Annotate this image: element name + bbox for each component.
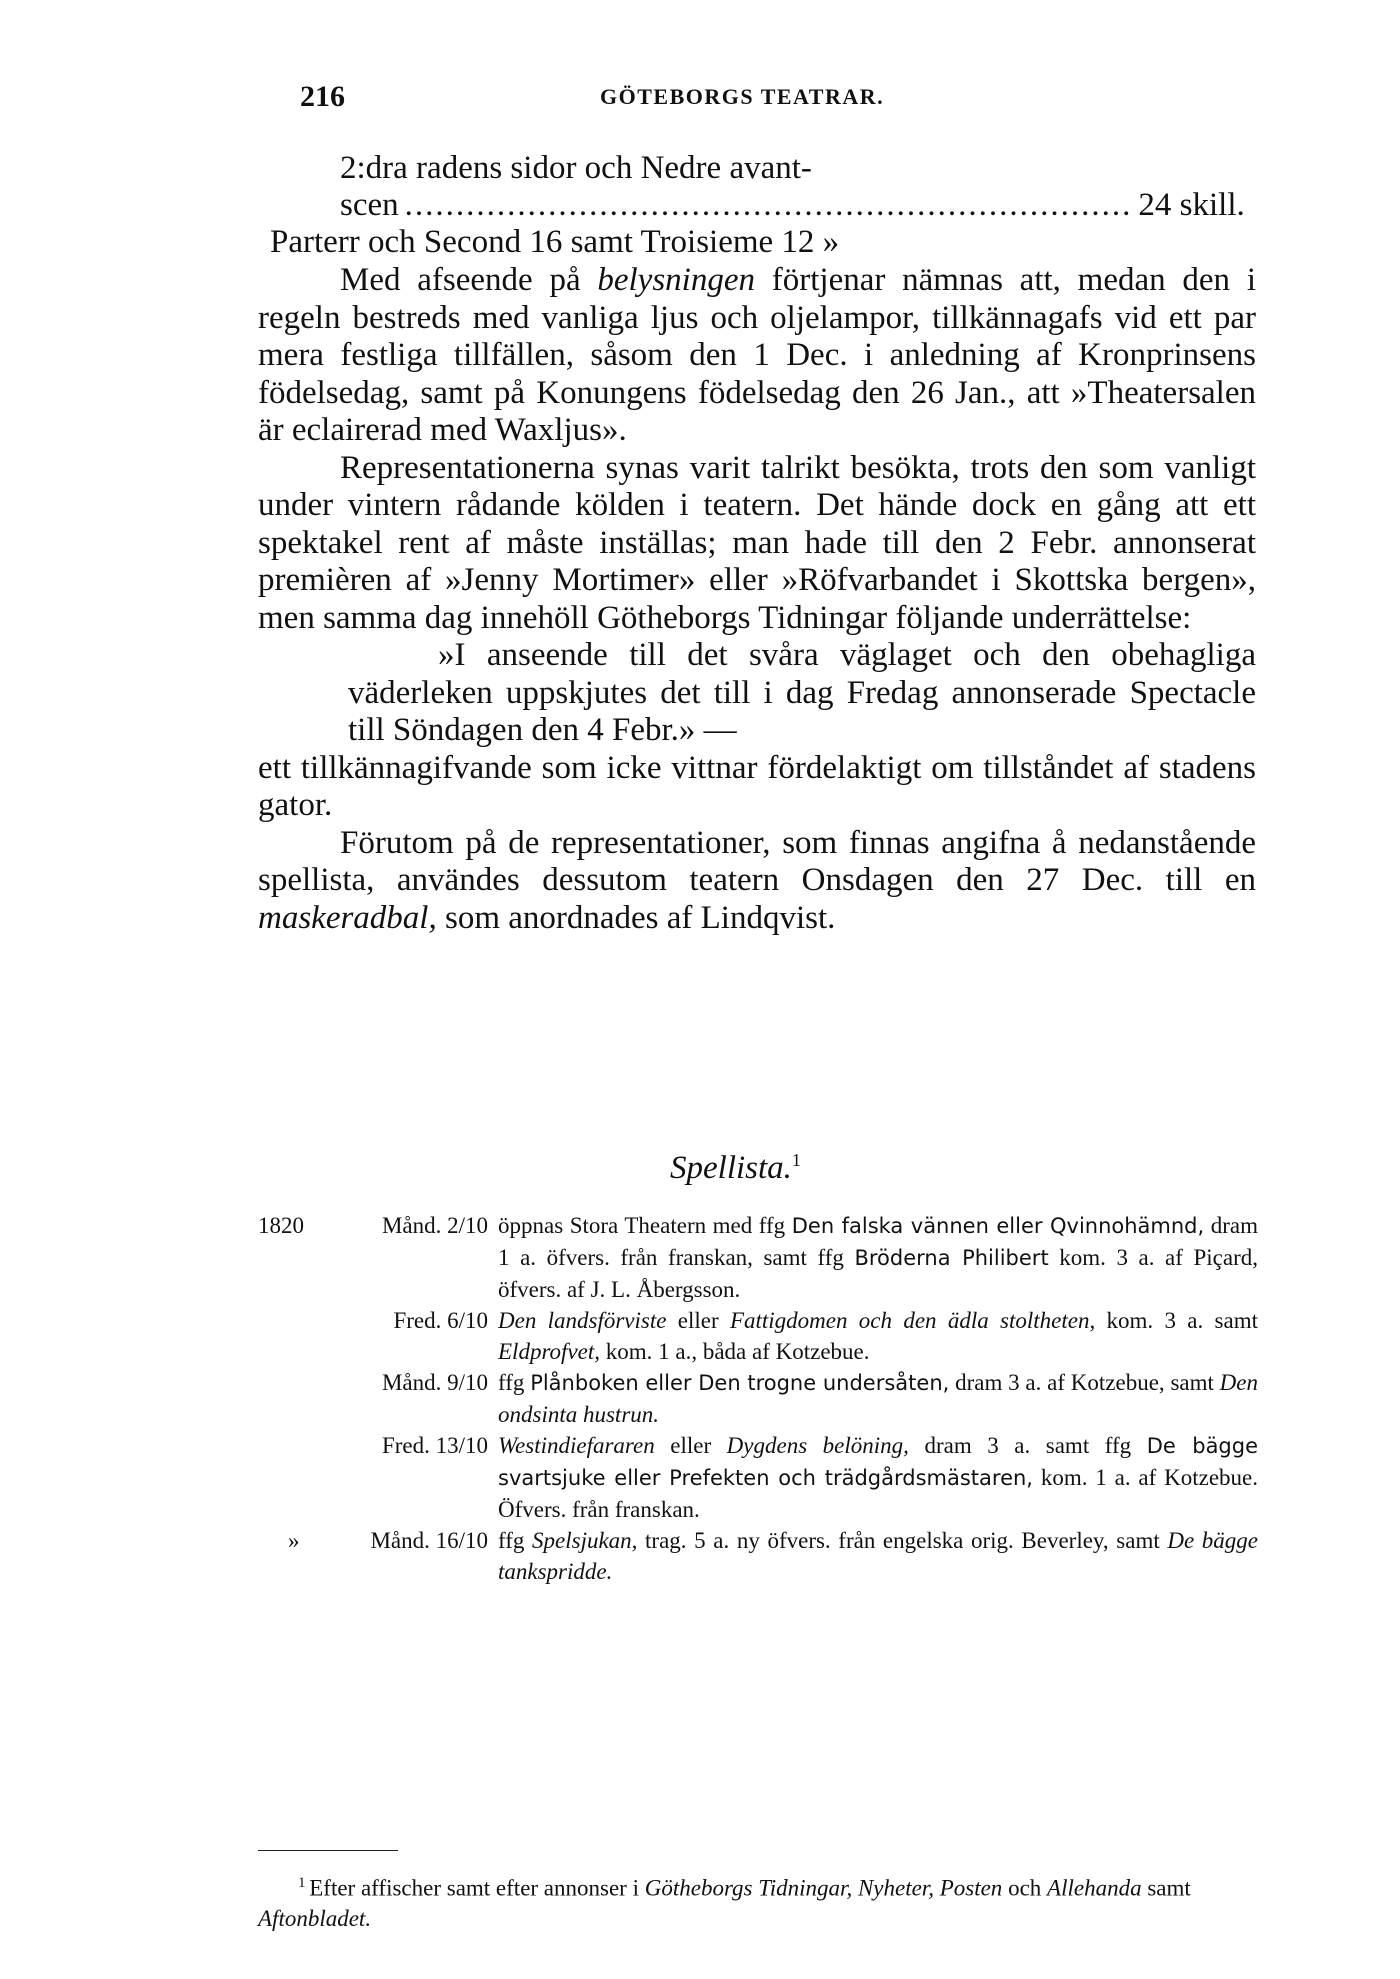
emphasis: belysningen <box>597 262 755 298</box>
entry-date-column <box>258 1367 498 1430</box>
text-span: samt <box>1141 1875 1191 1901</box>
premiere-title: Den falska vännen eller Qvinnohämnd, <box>791 1214 1205 1238</box>
price-line-2 <box>340 187 1245 224</box>
entry-description <box>498 1367 1258 1430</box>
price-value: 24 skill. <box>1138 187 1245 223</box>
text-span: eller <box>666 1308 730 1333</box>
play-entry <box>258 1367 1258 1430</box>
text-span: kom. 1 a. af Kotzebue. Öfvers. från franskan. <box>498 1465 1259 1522</box>
entry-date: Månd. 9/10 <box>381 1370 488 1395</box>
entry-date-column <box>258 1430 498 1525</box>
text-span: öppnas Stora Theatern med ffg <box>498 1213 792 1238</box>
emphasis: maskeradbal, <box>258 899 437 936</box>
entry-date: Månd. 16/10 <box>370 1528 488 1553</box>
text-span: Med afseende på <box>340 262 598 298</box>
text-span: förtjenar nämnas att, medan den i regeln bestreds med vanliga ljus och oljelampor, tillkännagafs vid ett par mera festliga tillfällen, såsom den 1 Dec. i anledning af Kronprinsens födelsedag, samt på Konungens födelsedag den 26 Jan., att »Theatersalen är eclairerad med Waxljus». <box>258 262 1256 448</box>
entry-description <box>498 1305 1258 1367</box>
italic-title: Den ondsinta hustrun. <box>498 1370 1258 1427</box>
italic-title: De bägge tankspridde. <box>498 1528 1258 1584</box>
paragraph-streets: ett tillkännagifvande som icke vittnar fördelaktigt om tillståndet af stadens gator. <box>258 749 1256 823</box>
entry-description <box>498 1210 1258 1305</box>
entry-description <box>498 1525 1258 1587</box>
italic-title: Götheborgs Tidningar, Nyheter, Posten <box>644 1875 1003 1901</box>
entry-date: Fred. 13/10 <box>381 1433 488 1458</box>
price-list <box>270 150 1245 261</box>
text-span: kom. 3 a. samt <box>1095 1308 1258 1333</box>
text-span: kom. 3 a. af Piçard, öfvers. af J. L. Åbergsson. <box>498 1245 1258 1302</box>
price-line-1: 2:dra radens sidor och Nedre avant- <box>340 150 812 186</box>
spellista-heading <box>670 1150 801 1187</box>
body-text <box>258 262 1256 937</box>
text-span: som anordnades af Lindqvist. <box>436 899 836 936</box>
premiere-title: De bägge svartsjuke eller Prefekten och trädgårdsmästaren, <box>498 1434 1259 1490</box>
italic-title: Allehanda <box>1047 1875 1142 1901</box>
price-line-3: Parterr och Second 16 samt Troisieme 12 » <box>270 224 840 260</box>
premiere-title: Bröderna Philibert <box>854 1246 1049 1270</box>
play-entry <box>258 1430 1258 1525</box>
text-span: ffg <box>498 1528 533 1553</box>
text-span: dram 1 a. öfvers. från franskan, samt ffg <box>498 1213 1259 1270</box>
italic-title: Dygdens belöning, <box>726 1433 909 1458</box>
footnote-rule <box>258 1850 398 1851</box>
italic-title: Eldprofvet, <box>498 1339 600 1364</box>
entry-date-column <box>258 1305 498 1367</box>
text-span: ffg <box>498 1370 531 1395</box>
entry-description <box>498 1430 1258 1525</box>
text-span: kom. 1 a., båda af Kotzebue. <box>599 1339 870 1364</box>
italic-title: Aftonbladet. <box>258 1905 372 1931</box>
text-span: dram 3 a. samt ffg <box>908 1433 1147 1458</box>
ditto-mark: » <box>288 1528 300 1553</box>
text-span: Förutom på de representationer, som finnas angifna å nedanstående spellista, användes dessutom teatern Onsdagen den 27 Dec. till en <box>258 824 1256 898</box>
premiere-title: Plånboken eller Den trogne undersåten, <box>530 1371 950 1395</box>
play-entry <box>258 1210 1258 1305</box>
paragraph-lighting <box>258 262 1256 450</box>
entry-date: Fred. 6/10 <box>393 1308 488 1333</box>
entry-date-column <box>258 1525 498 1587</box>
price-label: scen <box>340 187 399 223</box>
text-span: trag. 5 a. ny öfvers. från engelska orig. Beverley, samt <box>637 1528 1168 1553</box>
entry-date-column <box>258 1210 498 1305</box>
entry-year: 1820 <box>258 1213 304 1238</box>
dot-leader: ....................................................................... <box>404 187 1133 223</box>
italic-title: Fattigdomen och den ädla stoltheten, <box>729 1308 1096 1333</box>
page-number: 216 <box>300 80 345 113</box>
italic-title: Den landsförviste <box>498 1308 667 1333</box>
paragraph-representations: Representationerna synas varit talrikt besökta, trots den som vanligt under vintern rådande kölden i teatern. Det hände dock en gång att ett spektakel rent af måste inställas; man hade till den 2 Febr. annonserat premièren af »Jenny Mortimer» eller »Röfvarbandet i Skottska bergen», men samma dag innehöll Götheborgs Tidningar följande underrättelse: <box>258 449 1256 636</box>
footnote-marker: 1 <box>791 1150 801 1170</box>
entry-date: Månd. 2/10 <box>381 1213 488 1238</box>
play-list <box>258 1210 1258 1587</box>
play-entry <box>258 1525 1258 1587</box>
paragraph-masquerade <box>258 825 1256 938</box>
heading-text: Spellista. <box>670 1150 792 1186</box>
text-span: Efter affischer samt efter annonser i <box>309 1875 645 1901</box>
text-span: eller <box>654 1433 727 1458</box>
running-head <box>300 80 960 120</box>
block-quote: »I anseende till det svåra väglaget och den obehagliga väderleken uppskjutes det till i dag Fredag annonserade Spectacle till Söndagen den 4 Febr.» — <box>348 637 1256 748</box>
play-entry <box>258 1305 1258 1367</box>
running-title: GÖTEBORGS TEATRAR. <box>600 84 885 109</box>
footnote-number: 1 <box>298 1875 310 1891</box>
footnote <box>258 1868 1258 1934</box>
text-span: dram 3 a. af Kotzebue, samt <box>949 1370 1220 1395</box>
italic-title: Spelsjukan, <box>532 1528 638 1553</box>
italic-title: Westindiefararen <box>498 1433 655 1458</box>
text-span: och <box>1002 1875 1048 1901</box>
